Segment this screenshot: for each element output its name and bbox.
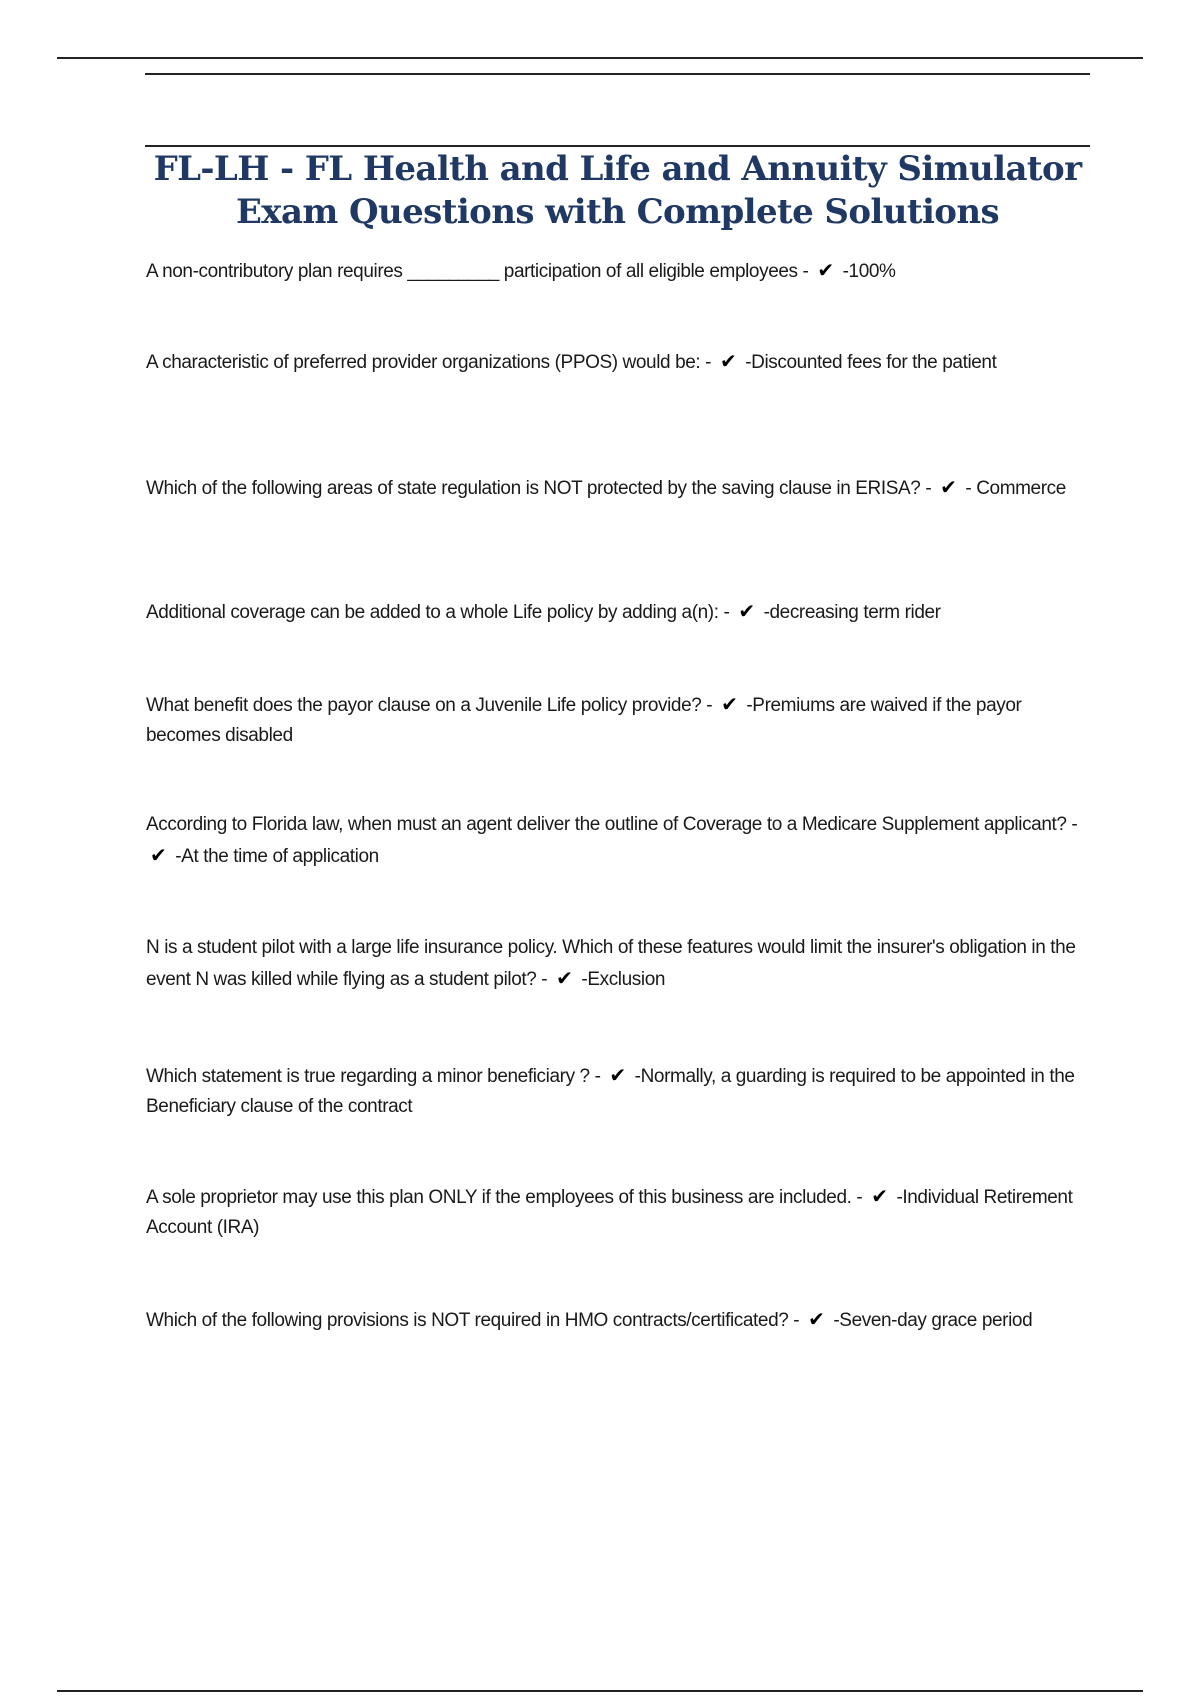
qa-item-8 bbox=[146, 1060, 1096, 1122]
title-top-rule bbox=[145, 145, 1090, 147]
checkmark-icon: ✔ bbox=[609, 1063, 626, 1087]
qa-item-2 bbox=[146, 346, 1096, 378]
answer-text: -100% bbox=[842, 261, 896, 282]
question-text: A sole proprietor may use this plan ONLY if the employees of this business are included. - bbox=[146, 1187, 863, 1208]
answer-text: -Premiums are waived if the payor becomes disabled bbox=[146, 695, 1022, 746]
title-line-1: FL-LH - FL Health and Life and Annuity Simulator bbox=[153, 149, 1082, 189]
question-text: Which statement is true regarding a minor beneficiary ? - bbox=[146, 1066, 601, 1087]
qa-item-5 bbox=[146, 689, 1096, 751]
answer-text: -Individual Retirement Account (IRA) bbox=[146, 1187, 1073, 1238]
document-title bbox=[140, 148, 1095, 234]
answer-text: -Normally, a guarding is required to be appointed in the Beneficiary clause of the contract bbox=[146, 1066, 1075, 1117]
checkmark-icon: ✔ bbox=[738, 599, 755, 623]
question-text: A non-contributory plan requires _________ participation of all eligible employees - bbox=[146, 261, 809, 282]
question-text: Which of the following areas of state regulation is NOT protected by the saving clause in ERISA? - bbox=[146, 478, 932, 499]
question-text: Additional coverage can be added to a whole Life policy by adding a(n): - bbox=[146, 602, 730, 623]
answer-text: -Discounted fees for the patient bbox=[745, 352, 997, 373]
qa-item-10 bbox=[146, 1304, 1096, 1336]
qa-item-4 bbox=[146, 596, 1096, 628]
checkmark-icon: ✔ bbox=[871, 1184, 888, 1208]
checkmark-icon: ✔ bbox=[556, 966, 573, 990]
answer-text: -At the time of application bbox=[175, 846, 379, 867]
question-text: According to Florida law, when must an agent deliver the outline of Coverage to a Medicare Supplement applicant? - bbox=[146, 814, 1078, 835]
qa-item-3 bbox=[146, 472, 1096, 504]
question-text: N is a student pilot with a large life insurance policy. Which of these features would limit the insurer's obligation in the event N was killed while flying as a student pilot? - bbox=[146, 937, 1076, 990]
checkmark-icon: ✔ bbox=[940, 475, 957, 499]
answer-text: - Commerce bbox=[965, 478, 1066, 499]
question-text: What benefit does the payor clause on a Juvenile Life policy provide? - bbox=[146, 695, 713, 716]
question-text: A characteristic of preferred provider organizations (PPOS) would be: - bbox=[146, 352, 712, 373]
checkmark-icon: ✔ bbox=[721, 692, 738, 716]
answer-text: -Exclusion bbox=[581, 969, 666, 990]
page-top-rule bbox=[57, 57, 1143, 59]
checkmark-icon: ✔ bbox=[817, 258, 834, 282]
answer-text: -decreasing term rider bbox=[763, 602, 941, 623]
page-bottom-rule bbox=[57, 1690, 1143, 1692]
checkmark-icon: ✔ bbox=[808, 1307, 825, 1331]
qa-item-1 bbox=[146, 255, 1096, 287]
answer-text: -Seven-day grace period bbox=[833, 1310, 1033, 1331]
checkmark-icon: ✔ bbox=[150, 843, 167, 867]
qa-item-6 bbox=[146, 810, 1096, 872]
header-rule bbox=[145, 73, 1090, 75]
qa-item-9 bbox=[146, 1181, 1096, 1243]
checkmark-icon: ✔ bbox=[719, 349, 737, 373]
question-text: Which of the following provisions is NOT required in HMO contracts/certificated? - bbox=[146, 1310, 800, 1331]
title-line-2: Exam Questions with Complete Solutions bbox=[235, 192, 1000, 232]
qa-item-7 bbox=[146, 933, 1096, 995]
